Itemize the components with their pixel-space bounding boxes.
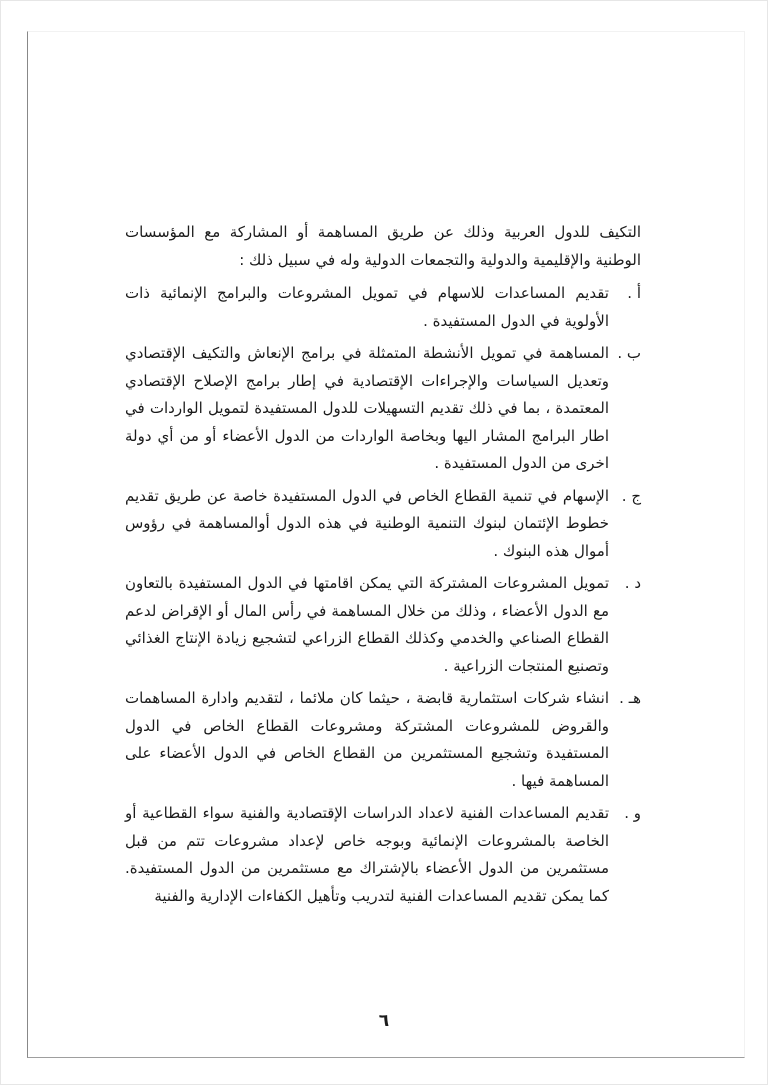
document-body-text bbox=[125, 219, 641, 915]
list-item-marker: ج . bbox=[621, 486, 641, 505]
list-item bbox=[125, 800, 641, 910]
list-item bbox=[125, 570, 641, 680]
list-item-text: تقديم المساعدات الفنية لاعداد الدراسات الإقتصادية والفنية سواء القطاعية أو الخاصة بالمشروعات الإنمائية وبوجه خاص لإعداد مشروعات تتم من قبل مستثمرين من الدول الأعضاء بالإشتراك مع مستثمرين من الدول المستفيدة. كما يمكن تقديم المساعدات الفنية لتدريب وتأهيل الكفاءات الإدارية والفنية bbox=[125, 804, 609, 905]
list-item bbox=[125, 340, 641, 478]
list-item-marker: أ . bbox=[627, 284, 641, 302]
list-item-marker: هـ . bbox=[619, 689, 641, 707]
list-item-marker: د . bbox=[624, 574, 641, 592]
list-item bbox=[125, 685, 641, 795]
list-item-text: الإسهام في تنمية القطاع الخاص في الدول المستفيدة خاصة عن طريق تقديم خطوط الإئتمان لبنوك التنمية الوطنية في هذه الدول أوالمساهمة في رؤوس أموال هذه البنوك . bbox=[125, 486, 609, 560]
page-number: ٦ bbox=[378, 1011, 390, 1031]
list-item-text: انشاء شركات استثمارية قابضة ، حيثما كان ملائما ، لتقديم وادارة المساهمات والقروض للمشروعات المشتركة ومشروعات القطاع الخاص في الدول المستفيدة وتشجيع المستثمرين من القطاع الخاص في الدول الأعضاء على المساهمة فيها . bbox=[125, 689, 609, 790]
list-item-marker: ب . bbox=[617, 344, 641, 362]
list-item-text: تقديم المساعدات للاسهام في تمويل المشروعات والبرامج الإنمائية ذات الأولوية في الدول المستفيدة . bbox=[125, 284, 609, 330]
list-item bbox=[125, 280, 641, 335]
list-item-text: المساهمة في تمويل الأنشطة المتمثلة في برامج الإنعاش والتكيف الإقتصادي وتعديل السياسات والإجراءات الإقتصادية في إطار برامج الإصلاح الإقتصادي المعتمدة ، بما في ذلك تقديم التسهيلات للدول المستفيدة لتمويل الواردات في اطار البرامج المشار اليها وبخاصة الواردات من الدول الأعضاء أو من أي دولة اخرى من الدول المستفيدة . bbox=[125, 344, 609, 472]
intro-paragraph: التكيف للدول العربية وذلك عن طريق المساهمة أو المشاركة مع المؤسسات الوطنية والإقليمية والدولية والتجمعات الدولية وله في سبيل ذلك : bbox=[125, 223, 641, 269]
list-item-marker: و . bbox=[624, 804, 641, 822]
list-item-text: تمويل المشروعات المشتركة التي يمكن اقامتها في الدول المستفيدة بالتعاون مع الدول الأعضاء ، وذلك من خلال المساهمة في رأس المال أو الإقراض لدعم القطاع الصناعي والخدمي وكذلك القطاع الزراعي لتشجيع زيادة الإنتاج الغذائي وتصنيع المنتجات الزراعية . bbox=[125, 574, 609, 675]
list-item bbox=[125, 483, 641, 566]
